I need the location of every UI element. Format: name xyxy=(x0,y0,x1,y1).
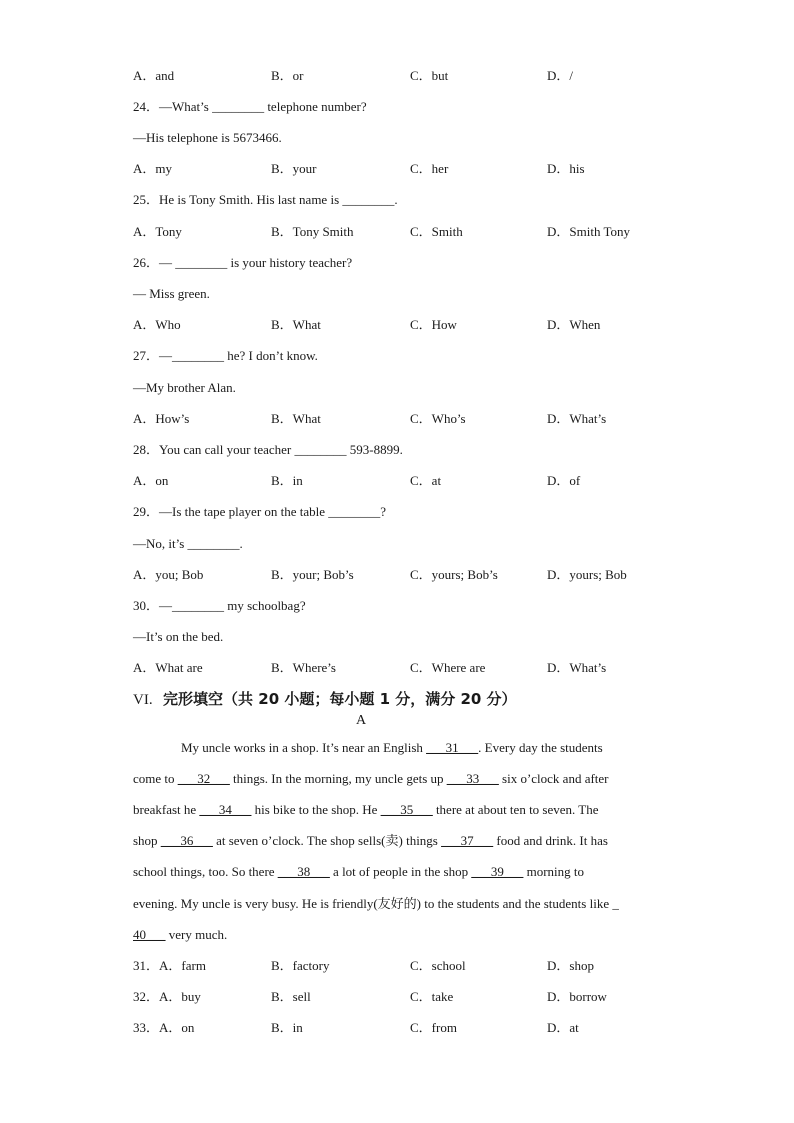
passage-text: a lot of people in the shop xyxy=(329,864,472,879)
q28-option-c: C．at xyxy=(410,473,442,488)
q33-option-c: C．from xyxy=(410,1020,457,1035)
blank-39: ___39___ xyxy=(471,864,524,879)
blank-35: ___35___ xyxy=(380,802,433,817)
q24-option-a: A．my xyxy=(133,161,173,176)
q26-option-c: C．How xyxy=(410,317,457,332)
passage-line-5 xyxy=(133,864,584,880)
q28-option-d: D．of xyxy=(547,473,581,488)
q31-option-c: C．school xyxy=(410,958,466,973)
q23-option-b: B．or xyxy=(271,68,304,83)
passage-text: come to xyxy=(133,771,178,786)
q24-option-b: B．your xyxy=(271,161,317,176)
q25-option-a: A．Tony xyxy=(133,224,182,239)
q28-option-a: A．on xyxy=(133,473,169,488)
q27-option-d: D．What’s xyxy=(547,411,607,426)
passage-text: evening. My uncle is very busy. He is friendly(友好的) to the students and the students like xyxy=(133,896,613,911)
q29-option-c: C．yours; Bob’s xyxy=(410,567,498,582)
q32-option-a: 32．A．buy xyxy=(133,989,201,1004)
q25-option-c: C．Smith xyxy=(410,224,463,239)
q27-option-a: A．How’s xyxy=(133,411,190,426)
passage-text: shop xyxy=(133,833,161,848)
blank-33: ___33___ xyxy=(446,771,499,786)
passage-line-4 xyxy=(133,833,608,849)
section-roman-numeral: VI. xyxy=(133,692,153,708)
q27-option-c: C．Who’s xyxy=(410,411,466,426)
q26-stem: 26．— ________ is your history teacher? xyxy=(133,255,353,270)
passage-text: things. In the morning, my uncle gets up xyxy=(229,771,447,786)
blank-34: ___34___ xyxy=(199,802,252,817)
q24-option-c: C．her xyxy=(410,161,449,176)
q30-stem: 30．—________ my schoolbag? xyxy=(133,598,306,613)
q33-option-a: 33．A．on xyxy=(133,1020,195,1035)
q23-option-c: C．but xyxy=(410,68,449,83)
q28-option-b: B．in xyxy=(271,473,303,488)
q29-option-b: B．your; Bob’s xyxy=(271,567,354,582)
q32-option-b: B．sell xyxy=(271,989,311,1004)
q30-option-b: B．Where’s xyxy=(271,660,336,675)
section-heading xyxy=(133,688,517,709)
passage-line-1 xyxy=(181,740,603,756)
q32-option-d: D．borrow xyxy=(547,989,607,1004)
passage-text: morning to xyxy=(523,864,584,879)
q26-option-d: D．When xyxy=(547,317,601,332)
q24-stem: 24．—What’s ________ telephone number? xyxy=(133,99,367,114)
passage-text: food and drink. It has xyxy=(493,833,608,848)
section-title: 完形填空（共 20 小题；每小题 1 分，满分 20 分） xyxy=(163,690,517,708)
blank-40-lead: _ xyxy=(612,896,619,911)
passage-text: My uncle works in a shop. It’s near an English xyxy=(181,740,427,755)
blank-37: ___37___ xyxy=(441,833,494,848)
blank-38: ___38___ xyxy=(277,864,330,879)
q25-option-b: B．Tony Smith xyxy=(271,224,354,239)
q29-option-a: A．you; Bob xyxy=(133,567,204,582)
q28-stem: 28．You can call your teacher ________ 593-8899. xyxy=(133,442,403,457)
q30-reply: —It’s on the bed. xyxy=(133,629,224,644)
passage-line-2 xyxy=(133,771,609,787)
passage-line-6 xyxy=(133,896,619,912)
q31-option-b: B．factory xyxy=(271,958,330,973)
q26-option-a: A．Who xyxy=(133,317,181,332)
q30-option-d: D．What’s xyxy=(547,660,607,675)
q29-stem: 29．—Is the tape player on the table ________? xyxy=(133,504,387,519)
passage-text: breakfast he xyxy=(133,802,200,817)
q29-reply: —No, it’s ________. xyxy=(133,536,243,551)
q31-option-d: D．shop xyxy=(547,958,594,973)
q30-option-a: A．What are xyxy=(133,660,203,675)
q27-option-b: B．What xyxy=(271,411,321,426)
passage-label: A xyxy=(356,713,367,728)
passage-text: school things, too. So there xyxy=(133,864,278,879)
passage-line-3 xyxy=(133,802,599,818)
q24-option-d: D．his xyxy=(547,161,585,176)
passage-text: very much. xyxy=(165,927,228,942)
blank-32: ___32___ xyxy=(177,771,230,786)
q32-option-c: C．take xyxy=(410,989,454,1004)
passage-text: there at about ten to seven. The xyxy=(432,802,599,817)
q33-option-b: B．in xyxy=(271,1020,303,1035)
q25-option-d: D．Smith Tony xyxy=(547,224,631,239)
q29-option-d: D．yours; Bob xyxy=(547,567,627,582)
q26-option-b: B．What xyxy=(271,317,321,332)
blank-36: ___36___ xyxy=(160,833,213,848)
passage-text: . Every day the students xyxy=(478,740,603,755)
blank-40: 40___ xyxy=(133,927,166,942)
q33-option-d: D．at xyxy=(547,1020,579,1035)
q31-option-a: 31．A．farm xyxy=(133,958,206,973)
passage-text: six o’clock and after xyxy=(498,771,609,786)
blank-31: ___31___ xyxy=(426,740,479,755)
passage-text: at seven o’clock. The shop sells(卖) things xyxy=(212,833,442,848)
q26-reply: — Miss green. xyxy=(133,286,210,301)
q23-option-a: A．and xyxy=(133,68,175,83)
q24-reply: —His telephone is 5673466. xyxy=(133,130,282,145)
q23-option-d: D．/ xyxy=(547,68,574,83)
passage-text: his bike to the shop. He xyxy=(251,802,381,817)
q25-stem: 25．He is Tony Smith. His last name is ________. xyxy=(133,192,398,207)
q27-stem: 27．—________ he? I don’t know. xyxy=(133,348,318,363)
q30-option-c: C．Where are xyxy=(410,660,486,675)
passage-line-7 xyxy=(133,927,227,943)
q27-reply: —My brother Alan. xyxy=(133,380,236,395)
